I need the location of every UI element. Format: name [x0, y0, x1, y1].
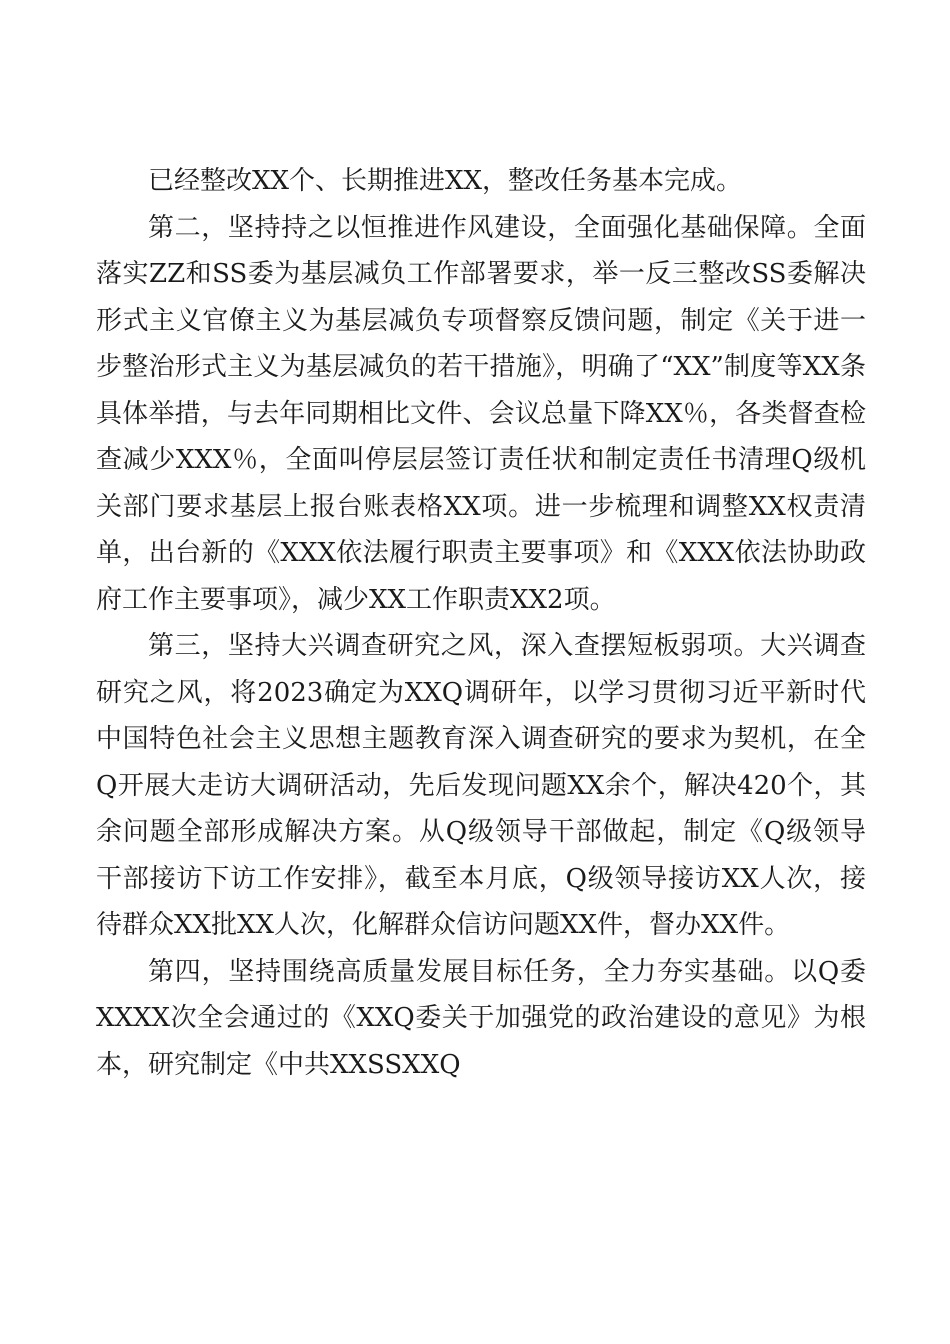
paragraph-1: 已经整改XX个、长期推进XX，整改任务基本完成。 [148, 166, 743, 196]
paragraph-4: 第四，坚持围绕高质量发展目标任务，全力夯实基础。以Q委XXXX次全会通过的《XXQ委关于加强党的政治建设的意见》为根本，研究制定《中共XXSSXXQ [96, 956, 866, 1080]
document-body [96, 158, 866, 1088]
paragraph-2: 第二，坚持持之以恒推进作风建设，全面强化基础保障。全面落实ZZ和SS委为基层减负工作部署要求，举一反三整改SS委解决形式主义官僚主义为基层减负专项督察反馈问题，制定《关于进一步整治形式主义为基层减负的若干措施》，明确了“XX”制度等XX条具体举措，与去年同期相比文件、会议总量下降XX％，各类督查检查减少XXX％，全面叫停层层签订责任状和制定责任书清理Q级机关部门要求基层上报台账表格XX项。进一步梳理和调整XX权责清单，出台新的《XXX依法履行职责主要事项》和《XXX依法协助政府工作主要事项》，减少XX工作职责XX2项。 [96, 212, 866, 615]
paragraph-3: 第三，坚持大兴调查研究之风，深入查摆短板弱项。大兴调查研究之风，将2023确定为XXQ调研年，以学习贯彻习近平新时代中国特色社会主义思想主题教育深入调查研究的要求为契机，在全Q开展大走访大调研活动，先后发现问题XX余个，解决420个，其余问题全部形成解决方案。从Q级领导干部做起，制定《Q级领导干部接访下访工作安排》，截至本月底，Q级领导接访XX人次，接待群众XX批XX人次，化解群众信访问题XX件，督办XX件。 [96, 631, 866, 940]
